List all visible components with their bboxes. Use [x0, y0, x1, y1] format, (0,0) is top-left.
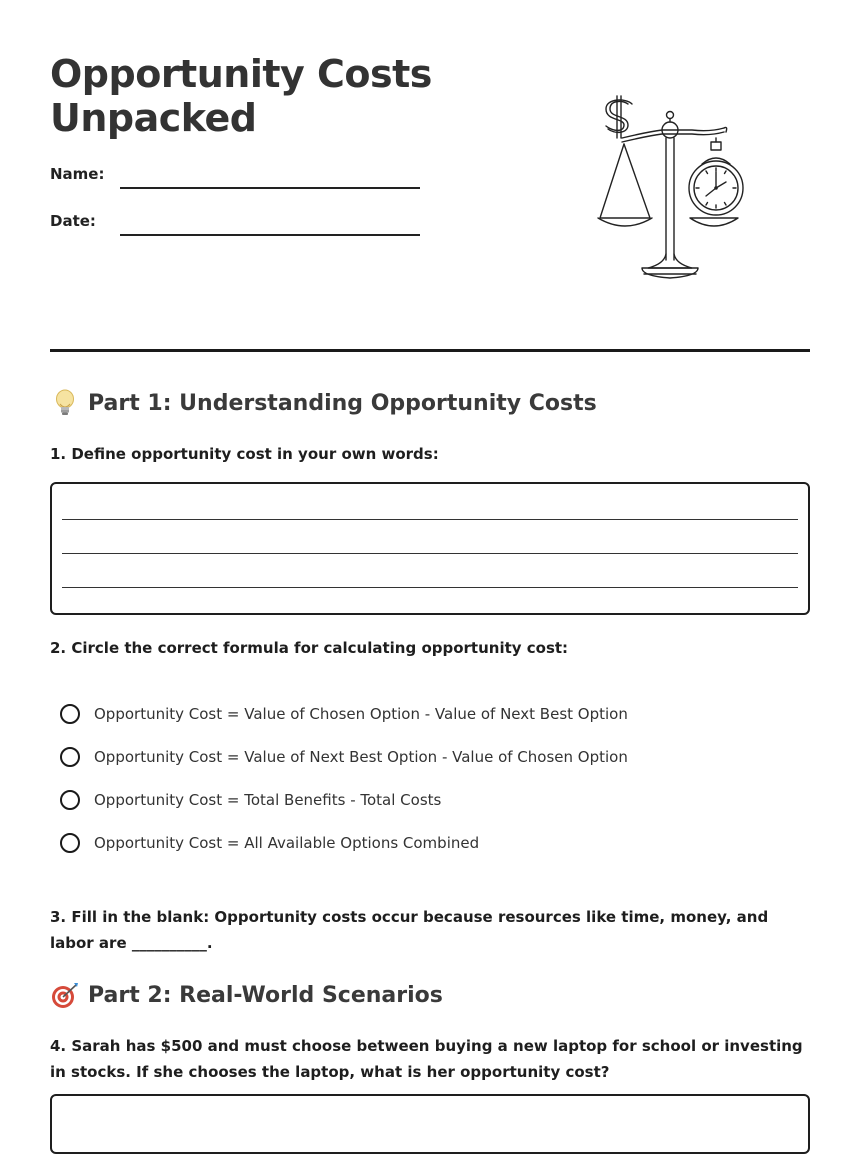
answer-line — [62, 553, 798, 554]
radio-circle[interactable] — [60, 747, 80, 767]
question-3: 3. Fill in the blank: Opportunity costs occur because resources like time, money, and labor are __________. — [50, 908, 769, 952]
balance-scale-icon — [592, 92, 752, 284]
formula-option-2[interactable] — [60, 747, 628, 767]
option-label: Opportunity Cost = Total Benefits - Total Costs — [94, 791, 442, 809]
question-2: 2. Circle the correct formula for calculating opportunity cost: — [50, 639, 569, 657]
page-title: Opportunity Costs Unpacked — [50, 52, 432, 140]
answer-box-4[interactable] — [50, 1094, 810, 1154]
option-label: Opportunity Cost = Value of Chosen Option - Value of Next Best Option — [94, 705, 628, 723]
formula-option-4[interactable] — [60, 833, 479, 853]
part1-title: Part 1: Understanding Opportunity Costs — [88, 390, 597, 416]
part2-title: Part 2: Real-World Scenarios — [88, 982, 443, 1008]
dart-target-icon — [50, 980, 80, 1010]
name-label: Name: — [50, 165, 105, 183]
option-label: Opportunity Cost = Value of Next Best Option - Value of Chosen Option — [94, 748, 628, 766]
part2-heading — [50, 980, 443, 1010]
radio-circle[interactable] — [60, 704, 80, 724]
name-field[interactable] — [120, 187, 420, 189]
radio-circle[interactable] — [60, 790, 80, 810]
lightbulb-icon — [50, 388, 80, 418]
formula-option-3[interactable] — [60, 790, 441, 810]
answer-box-1[interactable] — [50, 482, 810, 615]
question-4: 4. Sarah has $500 and must choose between buying a new laptop for school or investing in stocks. If she chooses the laptop, what is her opportunity cost? — [50, 1037, 803, 1081]
option-label: Opportunity Cost = All Available Options Combined — [94, 834, 480, 852]
date-label: Date: — [50, 212, 96, 230]
part1-heading — [50, 388, 597, 418]
question-1: 1. Define opportunity cost in your own words: — [50, 445, 439, 463]
date-field[interactable] — [120, 234, 420, 236]
answer-line — [62, 587, 798, 588]
radio-circle[interactable] — [60, 833, 80, 853]
header-divider — [50, 349, 810, 352]
answer-line — [62, 519, 798, 520]
formula-option-1[interactable] — [60, 704, 628, 724]
